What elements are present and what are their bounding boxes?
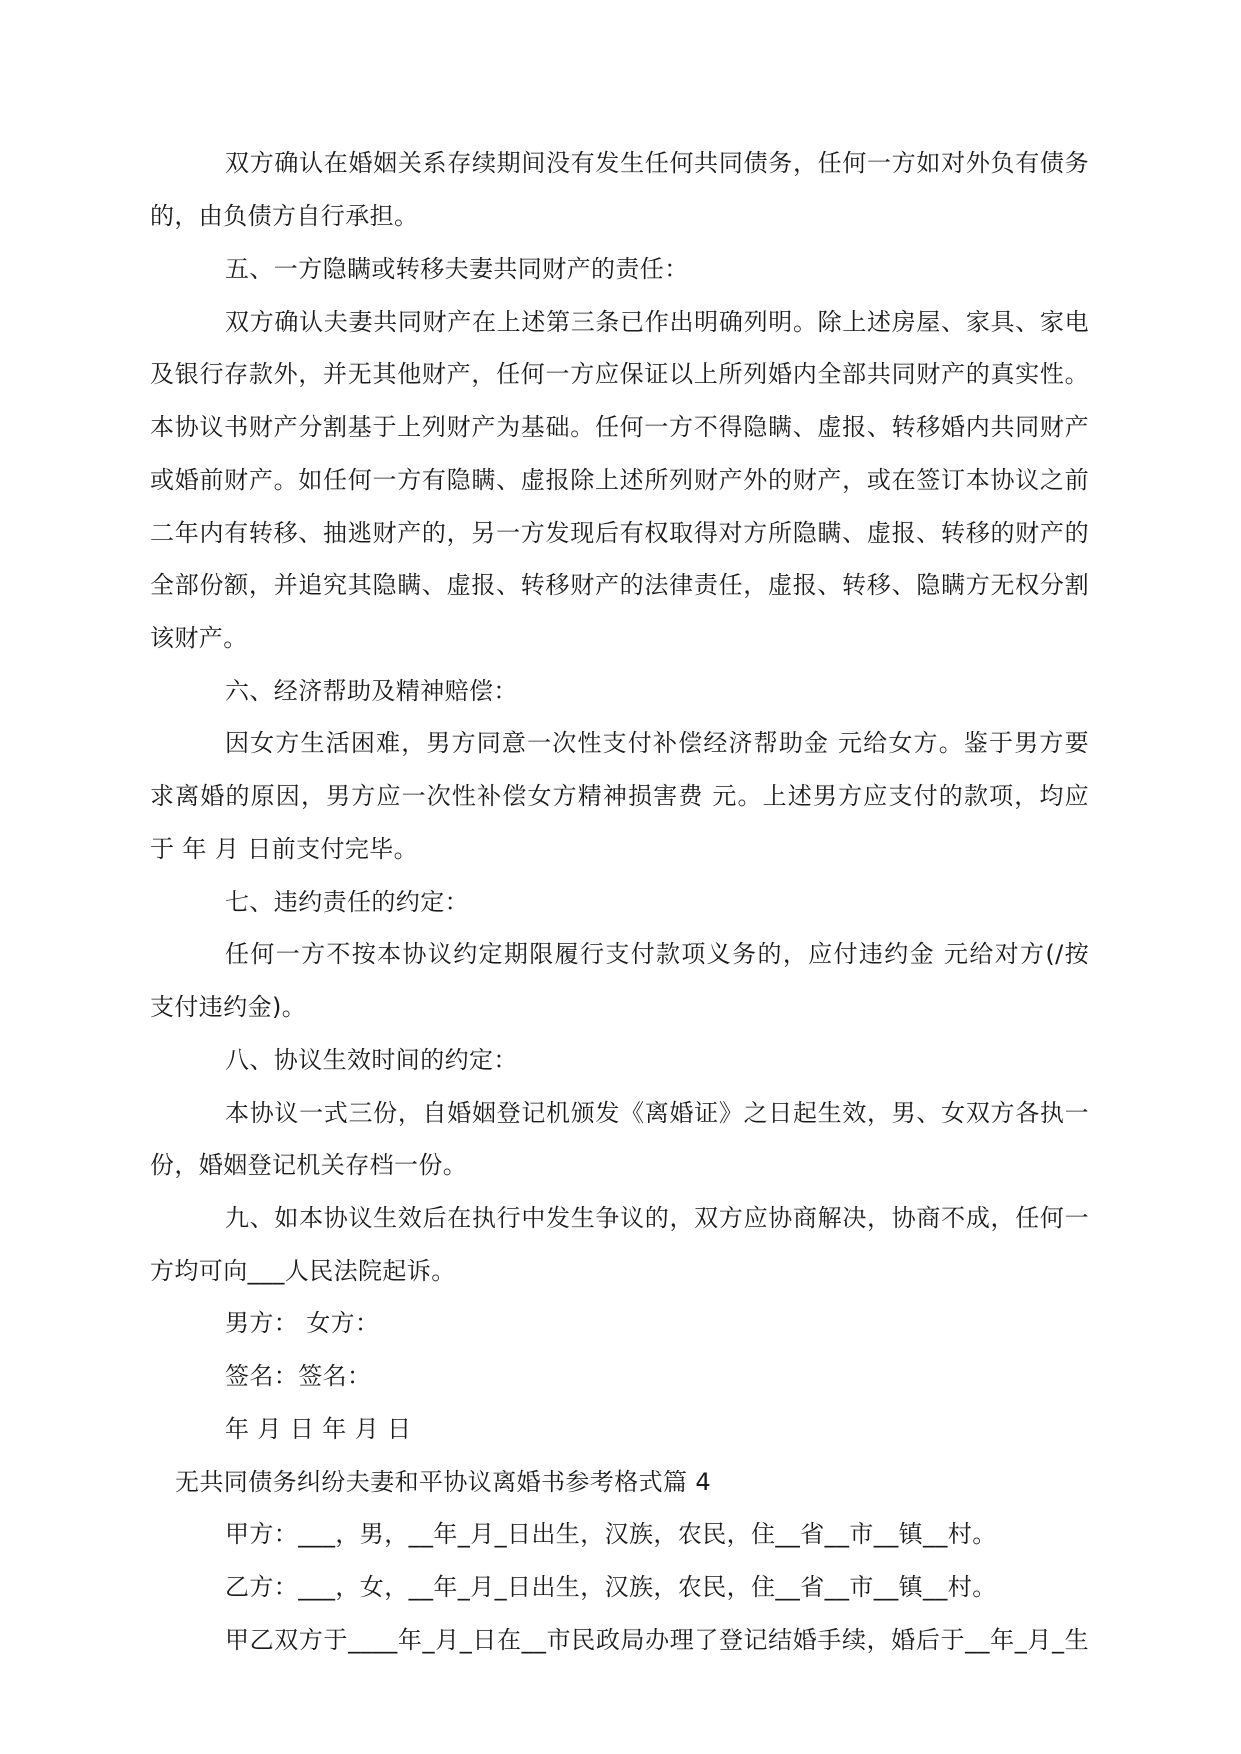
text-line-5: 及银行存款外，并无其他财产，任何一方应保证以上所列婚内全部共同财产的真实性。 bbox=[150, 360, 1089, 388]
text-line-20: 份，婚姻登记机关存档一份。 bbox=[150, 1151, 468, 1179]
text-line-10: 该财产。 bbox=[150, 624, 248, 652]
text-line-16: 任何一方不按本协议约定期限履行支付款项义务的，应付违约金 元给对方(/按 bbox=[225, 940, 1089, 968]
signature-dates: 年 月 日 年 月 日 bbox=[225, 1415, 412, 1443]
text-line-21: 九、如本协议生效后在执行中发生争议的，双方应协商解决，协商不成，任何一 bbox=[225, 1204, 1089, 1232]
text-line-29: 甲乙双方于____年_月_日在__市民政局办理了登记结婚手续，婚后于__年_月_生 bbox=[225, 1626, 1089, 1654]
text-line-12: 因女方生活困难，男方同意一次性支付补偿经济帮助金 元给女方。鉴于男方要 bbox=[225, 729, 1089, 757]
text-line-7: 或婚前财产。如任何一方有隐瞒、虚报除上述所列财产外的财产，或在签订本协议之前 bbox=[150, 466, 1089, 494]
text-line-13: 求离婚的原因，男方应一次性补偿女方精神损害费 元。上述男方应支付的款项，均应 bbox=[150, 782, 1089, 810]
party-b-line: 乙方：___，女，__年_月_日出生，汉族，农民，住__省__市__镇__村。 bbox=[225, 1573, 997, 1601]
document-title: 无共同债务纠纷夫妻和平协议离婚书参考格式篇 4 bbox=[175, 1468, 712, 1496]
party-a-line: 甲方：___，男，__年_月_日出生，汉族，农民，住__省__市__镇__村。 bbox=[225, 1520, 997, 1548]
text-line-22: 方均可向___人民法院起诉。 bbox=[150, 1257, 456, 1285]
section-heading-6: 六、经济帮助及精神赔偿： bbox=[225, 677, 518, 705]
text-line-19: 本协议一式三份，自婚姻登记机颁发《离婚证》之日起生效，男、女双方各执一 bbox=[225, 1099, 1089, 1127]
signature-names: 签名：签名： bbox=[225, 1362, 372, 1390]
section-heading-5: 五、一方隐瞒或转移夫妻共同财产的责任： bbox=[225, 255, 689, 283]
text-line-9: 全部份额，并追究其隐瞒、虚报、转移财产的法律责任，虚报、转移、隐瞒方无权分割 bbox=[150, 571, 1089, 599]
text-line-1: 双方确认在婚姻关系存续期间没有发生任何共同债务，任何一方如对外负有债务 bbox=[225, 149, 1089, 177]
text-line-17: 支付违约金)。 bbox=[150, 993, 307, 1021]
text-line-6: 本协议书财产分割基于上列财产为基础。任何一方不得隐瞒、虚报、转移婚内共同财产 bbox=[150, 413, 1089, 441]
text-line-14: 于 年 月 日前支付完毕。 bbox=[150, 835, 419, 863]
signature-parties: 男方： 女方： bbox=[225, 1309, 380, 1337]
text-line-2: 的，由负债方自行承担。 bbox=[150, 202, 419, 230]
section-heading-8: 八、协议生效时间的约定： bbox=[225, 1046, 518, 1074]
section-heading-7: 七、违约责任的约定： bbox=[225, 888, 469, 916]
text-line-8: 二年内有转移、抽逃财产的，另一方发现后有权取得对方所隐瞒、虚报、转移的财产的 bbox=[150, 519, 1089, 547]
text-line-4: 双方确认夫妻共同财产在上述第三条已作出明确列明。除上述房屋、家具、家电 bbox=[225, 308, 1089, 336]
